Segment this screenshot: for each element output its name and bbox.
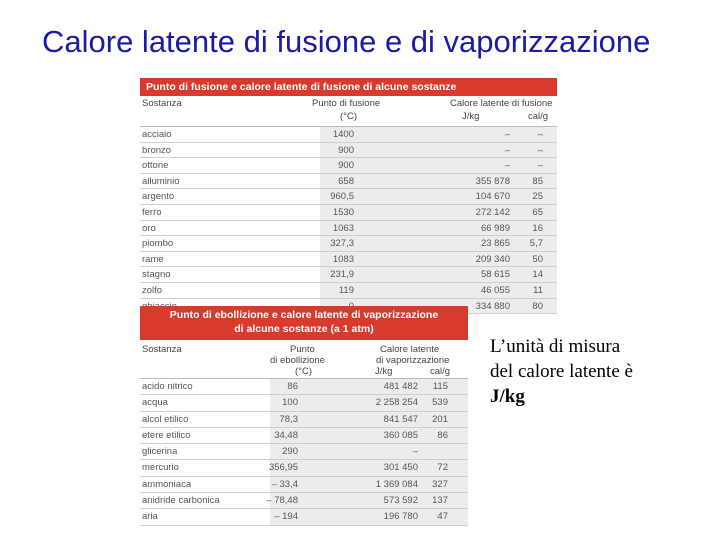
latent-heat-jkg-cell: 104 670 bbox=[475, 191, 510, 203]
table-row bbox=[140, 493, 468, 509]
latent-heat-jkg-cell: – bbox=[504, 129, 510, 140]
vapor-heading-line1: Punto di ebollizione e calore latente di vaporizzazione bbox=[169, 309, 439, 321]
unit-note bbox=[490, 334, 710, 409]
col-substance: Sostanza bbox=[142, 344, 182, 355]
temperature-cell: 327,3 bbox=[330, 238, 354, 250]
temperature-cell: 290 bbox=[282, 446, 298, 458]
latent-heat-jkg-cell: 46 055 bbox=[480, 284, 510, 296]
substance-cell: argento bbox=[142, 191, 175, 203]
substance-cell: acqua bbox=[142, 397, 168, 409]
table-row bbox=[140, 460, 468, 476]
temperature-cell: 1063 bbox=[332, 222, 354, 234]
substance-cell: etere etilico bbox=[142, 429, 191, 441]
latent-heat-cal-cell: – bbox=[537, 160, 543, 172]
vapor-table-body bbox=[140, 379, 468, 526]
latent-heat-jkg-cell: 196 780 bbox=[383, 511, 418, 523]
table-row bbox=[140, 174, 557, 190]
substance-cell: zolfo bbox=[142, 284, 163, 296]
col-latent-unit-si: J/kg bbox=[375, 366, 393, 377]
latent-heat-jkg-cell: 841 547 bbox=[383, 413, 418, 425]
fusion-table-body bbox=[140, 127, 557, 314]
temperature-cell: 78,3 bbox=[279, 413, 298, 425]
latent-heat-cal-cell: 86 bbox=[437, 429, 448, 441]
latent-heat-cal-cell: 14 bbox=[532, 269, 543, 281]
col-latent-unit-cal: cal/g bbox=[528, 111, 549, 122]
latent-heat-jkg-cell: – bbox=[504, 144, 510, 156]
table-row bbox=[140, 143, 557, 159]
note-line2: del calore latente è bbox=[490, 361, 633, 382]
table-row bbox=[140, 158, 557, 174]
temperature-cell: 1400 bbox=[332, 129, 354, 140]
vapor-table bbox=[140, 306, 468, 526]
note-line1: L’unità di misura bbox=[490, 336, 621, 357]
table-row bbox=[140, 412, 468, 428]
latent-heat-cal-cell: 327 bbox=[432, 478, 448, 490]
vapor-table-header bbox=[140, 340, 468, 379]
latent-heat-cal-cell: 65 bbox=[532, 206, 543, 218]
latent-heat-jkg-cell: 573 592 bbox=[383, 495, 418, 507]
latent-heat-cal-cell: 72 bbox=[437, 462, 448, 474]
latent-heat-jkg-cell: 23 865 bbox=[480, 238, 510, 250]
substance-cell: ammoniaca bbox=[142, 478, 192, 490]
latent-heat-jkg-cell: 481 482 bbox=[383, 381, 418, 392]
substance-cell: mercurio bbox=[142, 462, 179, 474]
substance-cell: stagno bbox=[142, 269, 171, 281]
latent-heat-jkg-cell: 66 989 bbox=[480, 222, 510, 234]
latent-heat-jkg-cell: 334 880 bbox=[475, 300, 510, 312]
col-melting-unit: (°C) bbox=[340, 111, 357, 122]
temperature-cell: – 78,48 bbox=[266, 495, 298, 507]
substance-cell: piombo bbox=[142, 238, 174, 250]
temperature-cell: 86 bbox=[287, 381, 298, 392]
temperature-cell: 100 bbox=[282, 397, 298, 409]
table-row bbox=[140, 283, 557, 299]
latent-heat-cal-cell: 50 bbox=[532, 253, 543, 265]
table-row bbox=[140, 252, 557, 268]
latent-heat-cal-cell: 137 bbox=[432, 495, 448, 507]
latent-heat-cal-cell: – bbox=[537, 129, 543, 140]
col-boil-2: di ebollizione bbox=[270, 355, 325, 366]
latent-heat-cal-cell: 80 bbox=[532, 300, 543, 312]
table-row bbox=[140, 509, 468, 525]
col-latent-unit-si: J/kg bbox=[462, 111, 480, 122]
col-latent-2: di vaporizzazione bbox=[376, 355, 450, 366]
substance-cell: oro bbox=[142, 222, 156, 234]
substance-cell: glicerina bbox=[142, 446, 178, 458]
latent-heat-jkg-cell: 355 878 bbox=[475, 175, 510, 187]
col-boil-unit: (°C) bbox=[295, 366, 312, 377]
substance-cell: rame bbox=[142, 253, 164, 265]
temperature-cell: 34,48 bbox=[274, 429, 298, 441]
table-row bbox=[140, 444, 468, 460]
latent-heat-jkg-cell: 209 340 bbox=[475, 253, 510, 265]
col-melting: Punto di fusione bbox=[312, 98, 381, 109]
latent-heat-jkg-cell: 2 258 254 bbox=[375, 397, 418, 409]
table-row bbox=[140, 379, 468, 395]
substance-cell: acciaio bbox=[142, 129, 172, 140]
substance-cell: ottone bbox=[142, 160, 169, 172]
latent-heat-cal-cell: – bbox=[537, 144, 543, 156]
latent-heat-jkg-cell: 360 085 bbox=[383, 429, 418, 441]
latent-heat-cal-cell: 11 bbox=[533, 284, 543, 296]
temperature-cell: 1083 bbox=[332, 253, 354, 265]
latent-heat-jkg-cell: – bbox=[412, 446, 418, 458]
temperature-cell: 960,5 bbox=[330, 191, 354, 203]
col-latent: Calore latente di fusione bbox=[450, 98, 553, 109]
temperature-cell: – 33,4 bbox=[271, 478, 298, 490]
latent-heat-jkg-cell: 272 142 bbox=[475, 206, 510, 218]
substance-cell: alcol etilico bbox=[142, 413, 189, 425]
note-unit: J/kg bbox=[490, 386, 525, 407]
latent-heat-jkg-cell: 58 615 bbox=[480, 269, 510, 281]
temperature-cell: 1530 bbox=[332, 206, 354, 218]
fusion-table-heading: Punto di fusione e calore latente di fusione di alcune sostanze bbox=[140, 78, 557, 96]
table-row bbox=[140, 395, 468, 411]
temperature-cell: 658 bbox=[338, 175, 354, 187]
latent-heat-cal-cell: 16 bbox=[532, 222, 543, 234]
temperature-cell: 119 bbox=[338, 284, 354, 296]
fusion-table-header bbox=[140, 96, 557, 127]
substance-cell: anidride carbonica bbox=[142, 495, 220, 507]
substance-cell: alluminio bbox=[142, 175, 180, 187]
latent-heat-jkg-cell: 301 450 bbox=[383, 462, 418, 474]
table-row bbox=[140, 477, 468, 493]
substance-cell: bronzo bbox=[142, 144, 172, 156]
table-row bbox=[140, 205, 557, 221]
latent-heat-cal-cell: 47 bbox=[437, 511, 448, 523]
substance-cell: ferro bbox=[142, 206, 162, 218]
latent-heat-cal-cell: 539 bbox=[432, 397, 448, 409]
table-row bbox=[140, 127, 557, 143]
latent-heat-jkg-cell: – bbox=[504, 160, 510, 172]
table-row bbox=[140, 236, 557, 252]
col-substance: Sostanza bbox=[142, 98, 182, 109]
latent-heat-jkg-cell: 1 369 084 bbox=[375, 478, 418, 490]
table-row bbox=[140, 221, 557, 237]
slide-title: Calore latente di fusione e di vaporizzazione bbox=[42, 24, 651, 59]
table-row bbox=[140, 267, 557, 283]
latent-heat-cal-cell: 115 bbox=[432, 381, 448, 392]
latent-heat-cal-cell: 5,7 bbox=[529, 238, 543, 250]
latent-heat-cal-cell: 201 bbox=[432, 413, 448, 425]
col-latent-unit-cal: cal/g bbox=[430, 366, 451, 377]
fusion-table bbox=[140, 78, 557, 314]
vapor-table-heading bbox=[140, 306, 468, 340]
table-row bbox=[140, 189, 557, 205]
substance-cell: acido nitrico bbox=[142, 381, 193, 392]
temperature-cell: 900 bbox=[338, 160, 354, 172]
temperature-cell: – 194 bbox=[274, 511, 298, 523]
vapor-heading-line2: di alcune sostanze (a 1 atm) bbox=[234, 323, 374, 335]
temperature-cell: 900 bbox=[338, 144, 354, 156]
substance-cell: aria bbox=[142, 511, 158, 523]
latent-heat-cal-cell: 25 bbox=[532, 191, 543, 203]
latent-heat-cal-cell: 85 bbox=[532, 175, 543, 187]
col-latent-1: Calore latente bbox=[380, 344, 440, 355]
temperature-cell: 231,9 bbox=[330, 269, 354, 281]
table-row bbox=[140, 428, 468, 444]
temperature-cell: 356,95 bbox=[268, 462, 298, 474]
col-boil-1: Punto bbox=[290, 344, 315, 355]
